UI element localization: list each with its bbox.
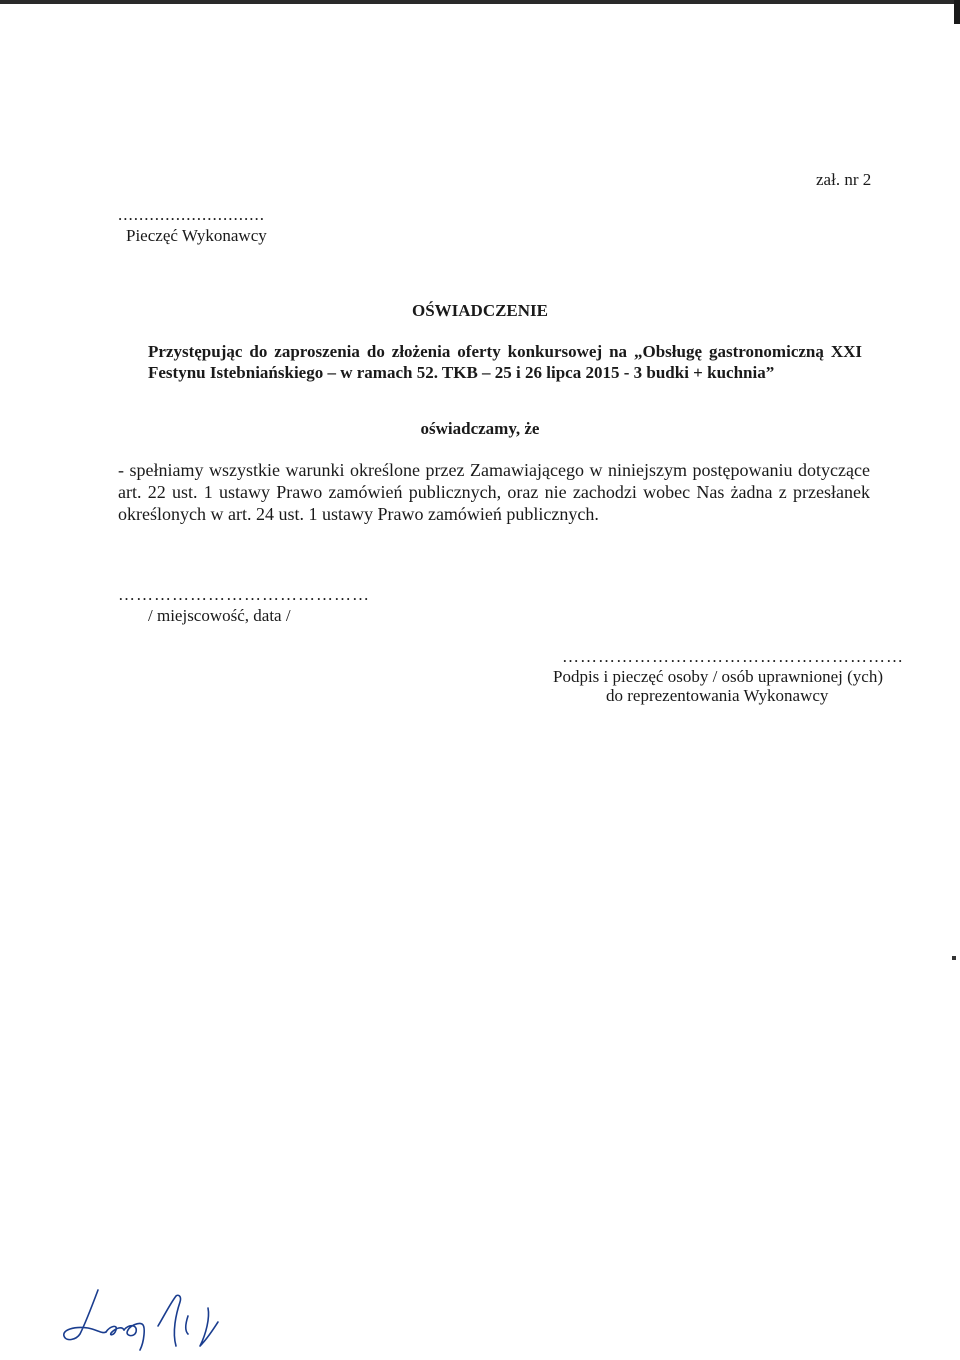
body-line-1: - spełniamy wszystkie warunki określone przez Zamawiającego w niniejszym postępowaniu dotyczące xyxy=(118,460,870,480)
place-date-dots: …………………………………… xyxy=(118,585,370,604)
signature-dots: ………………………………………………… xyxy=(562,647,904,666)
scan-edge-right xyxy=(954,0,960,24)
declare-heading: oświadczamy, że xyxy=(420,419,540,438)
body-line-2: art. 22 ust. 1 ustawy Prawo zamówień publicznych, oraz nie zachodzi wobec Nas żadna z przesłanek xyxy=(118,482,870,502)
attachment-label: zał. nr 2 xyxy=(816,170,872,189)
place-date-label: / miejscowość, data / xyxy=(148,606,291,625)
scan-edge-top xyxy=(0,0,960,4)
signature-label-line-2: do reprezentowania Wykonawcy xyxy=(606,686,829,705)
scan-speck xyxy=(952,956,956,960)
contractor-stamp-dots: ............................ xyxy=(118,205,265,224)
signature-label-line-1: Podpis i pieczęć osoby / osób uprawnionej (ych) xyxy=(553,667,884,686)
contractor-stamp-label: Pieczęć Wykonawcy xyxy=(126,226,267,245)
body-line-3: określonych w art. 24 ust. 1 ustawy Prawo zamówień publicznych. xyxy=(118,504,599,524)
statement-title: OŚWIADCZENIE xyxy=(411,301,549,320)
intro-line-2: Festynu Istebniańskiego – w ramach 52. TKB – 25 i 26 lipca 2015 - 3 budki + kuchnia” xyxy=(148,363,775,382)
intro-line-1: Przystępując do zaproszenia do złożenia oferty konkursowej na „Obsługę gastronomiczną XXI xyxy=(148,342,862,361)
handwritten-signature xyxy=(58,1282,258,1352)
